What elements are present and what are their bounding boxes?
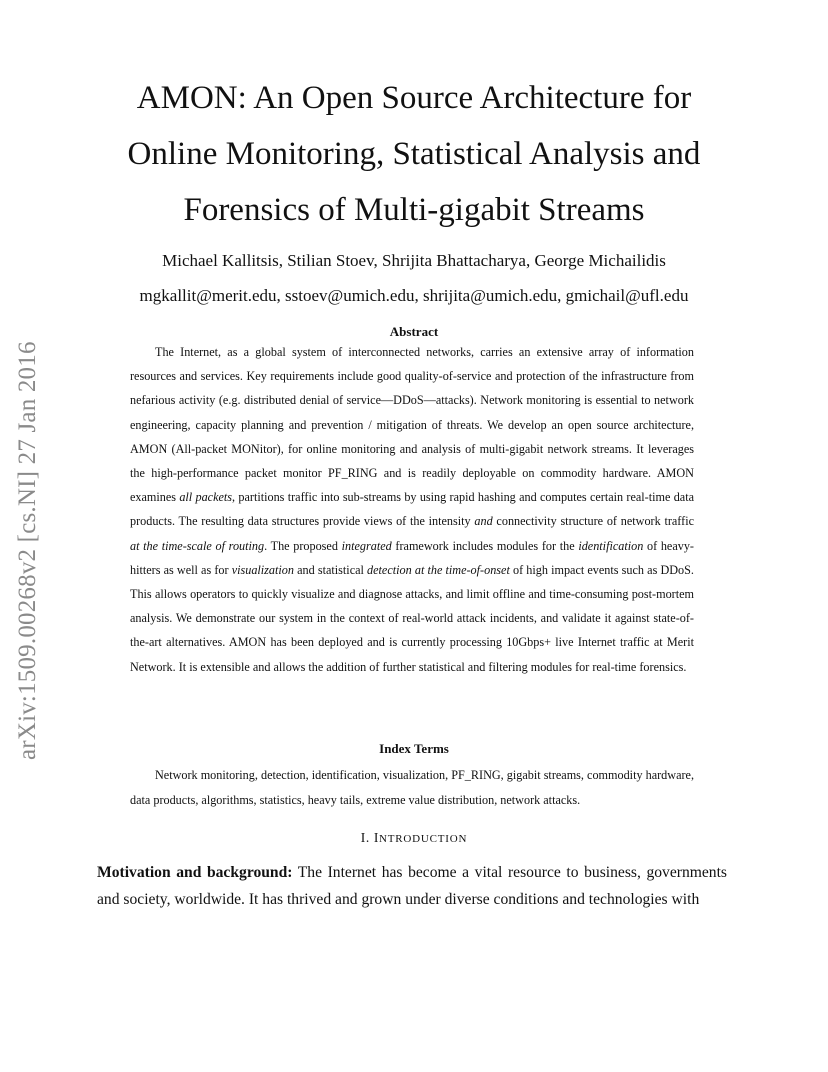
abstract-text: and statistical	[293, 562, 368, 577]
abstract-text: , partitions traffic into sub-streams by using rapid hashing and computes certain real-time data products. The resulting data structures provide views of the intensity	[130, 490, 694, 529]
arxiv-identifier-stamp: arXiv:1509.00268v2 [cs.NI] 27 Jan 2016	[14, 341, 41, 760]
section-heading-introduction	[60, 829, 768, 848]
abstract-text: of heavy-hitters as well as for	[130, 538, 694, 577]
paragraph-text: The Internet has become a vital resource to business, governments and society, worldwide. It has thrived and grown under diverse conditions and technologies with	[97, 864, 727, 908]
abstract-emphasis: detection at the time-of-onset	[367, 562, 510, 577]
abstract-emphasis: all packets	[179, 490, 233, 505]
abstract-emphasis: identification	[578, 538, 644, 553]
title-line: AMON: An Open Source Architecture for	[136, 80, 692, 116]
abstract-text: The Internet, as a global system of interconnected networks, carries an extensive array of information resources and services. Key requirements include good quality-of-service and protection of the infrastructure from nefarious activity (e.g. distributed denial of service—DDoS—attacks). Network monitoring is essential to network engineering, capacity planning and prevention / mitigation of threats. We develop an open source architecture, AMON (All-packet MONitor), for online monitoring and analysis of multi-gigabit network streams. It leverages the high-performance packet monitor PF_RING and is readily deployable on commodity hardware. AMON examines	[130, 345, 694, 505]
index-terms-body: Network monitoring, detection, identification, visualization, PF_RING, gigabit streams, commodity hardware, data products, algorithms, statistics, heavy tails, extreme value distribution, network attacks.	[130, 768, 694, 807]
abstract-text: connectivity structure of network traffic	[492, 514, 694, 529]
paper-title	[60, 70, 768, 238]
abstract-emphasis: visualization	[231, 562, 294, 577]
author-emails: mgkallit@merit.edu, sstoev@umich.edu, shrijita@umich.edu, gmichail@ufl.edu	[139, 286, 689, 305]
abstract-text: of high impact events such as DDoS. This allows operators to quickly visualize and diagnose attacks, and limit offline and time-consuming post-mortem analysis. We demonstrate our system in the context of real-world attack incidents, and validate it against state-of-the-art alternatives. AMON has been deployed and is currently processing 10Gbps+ live Internet traffic at Merit Network. It is extensible and allows the addition of further statistical and filtering modules for real-time forensics.	[130, 562, 694, 674]
index-terms-heading: Index Terms	[379, 741, 449, 756]
paragraph-lead: Motivation and background:	[97, 864, 293, 881]
abstract-emphasis: at the time-scale of routing	[130, 538, 265, 553]
section-title-initial: I	[373, 830, 379, 845]
abstract-emphasis: and	[474, 514, 493, 529]
abstract-text: framework includes modules for the	[391, 538, 579, 553]
abstract-emphasis: integrated	[341, 538, 392, 553]
title-line: Forensics of Multi-gigabit Streams	[183, 192, 645, 228]
section-title-rest: NTRODUCTION	[378, 833, 468, 845]
intro-paragraph	[97, 859, 727, 913]
section-number: I.	[360, 830, 374, 845]
abstract-text: . The proposed	[264, 538, 342, 553]
abstract-body	[130, 340, 694, 679]
title-line: Online Monitoring, Statistical Analysis and	[127, 136, 701, 172]
abstract-heading: Abstract	[389, 324, 439, 339]
author-list: Michael Kallitsis, Stilian Stoev, Shrijita Bhattacharya, George Michailidis	[162, 251, 666, 270]
